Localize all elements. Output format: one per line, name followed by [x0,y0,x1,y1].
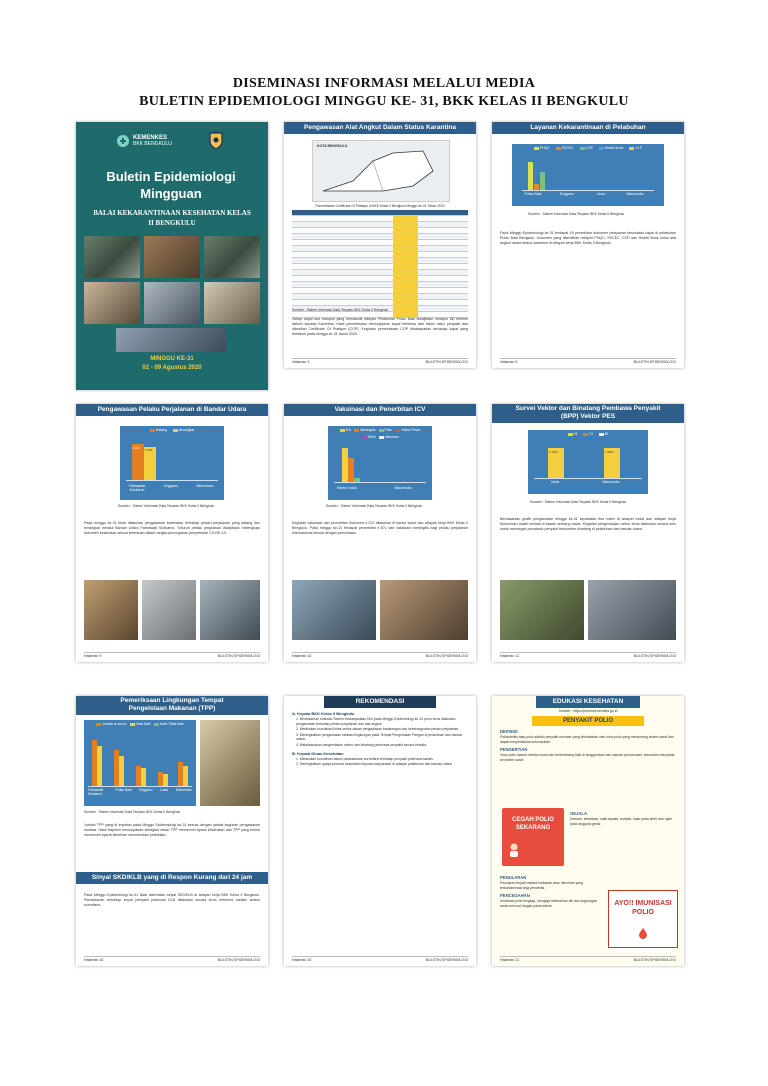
poster-text: CEGAH POLIO SEKARANG [511,817,554,831]
source-note: Sumber : Sistem Informasi Data Terpadu BKK Kelas II Bengkulu [84,810,181,814]
section-body: Penularan terjadi melalui makanan atau minuman yang terkontaminasi tinja penderita. [500,881,583,890]
category-label: Linau [596,192,606,196]
page-footer [500,358,676,364]
footer-label: BULETIN EPIDEMIOLOGI [217,958,260,962]
value-label: 1,00% [605,450,614,454]
vaccine-drop-icon [638,927,648,939]
activity-photo-1 [84,580,138,640]
cover-dates: 02 - 09 Agustus 2020 [142,365,202,371]
category-label: Enggano [559,192,574,196]
cover-org: BALAI KEKARANTINAAN KESEHATAN KELAS II BENGKULU [93,209,251,227]
page-footer [292,358,468,364]
activity-photo-2 [380,580,468,640]
cover-photo-1 [84,236,140,278]
category-label: Enggano [163,484,178,488]
travelers-chart [120,426,224,500]
page-number: Halaman 10 [292,654,312,658]
footer-label: BULETIN EPIDEMIOLOGI [425,654,468,658]
vaccination-chart [328,426,432,500]
page-pelaku-perjalanan [76,404,268,662]
legend-item: CI [583,432,592,436]
legend-item: Health Book [599,146,623,150]
section-head: DEFINISI [500,729,518,734]
logo-subtext: BKK BENGKULU [133,141,172,147]
poster-text: AYO!! IMUNISASI POLIO [614,900,672,916]
page-title: Survei Vektor dan Binatang Pembawa Penyakit (BPP) Vektor PES [492,404,684,423]
cover-page [76,122,268,390]
page-title: Pengawasan Pelaku Perjalanan di Bandar Udara [76,404,268,416]
section-head: GEJALA [570,811,587,816]
chart-legend [512,146,664,150]
page-footer [84,956,260,962]
bar [528,162,533,190]
footer-label: BULETIN EPIDEMIOLOGI [425,958,468,962]
list-item: 3. Meningkatkan pengawasan sanitasi lingkungan pada Tempat Pengelolaan Pangan di pelabuhan dan bandar udara. [296,732,463,742]
category-label: Kantor Induk [337,486,357,490]
page-number: Halaman 21 [500,958,520,962]
cop-table [292,210,468,318]
category-label: Linau [160,788,169,792]
footer-label: BULETIN EPIDEMIOLOGI [425,360,468,364]
activity-photo-1 [292,580,376,640]
legend-item: ICV [340,428,352,432]
legend-item: Influenza [379,435,399,439]
plot-area [534,442,642,479]
category-label: Enggano [139,788,153,792]
main-title-line-2: BULETIN EPIDEMIOLOGI MINGGU KE- 31, BKK KELAS II BENGKULU [139,94,629,109]
category-labels [88,788,192,796]
table-caption: Pemeriksaan Certificate Of Pratique di BKK Kelas II Bengkulu Minggu ke-31 Tahun 2020 [315,204,445,208]
legend-item: CLP [629,146,642,150]
recommendation-group-b: B. Kepala Dinas Kesehatan [292,750,344,756]
page-edukasi [492,696,684,966]
value-label: 1.201 [132,446,140,450]
cover-title: Buletin Epidemiologi Mingguan [106,169,236,201]
page-number: Halaman 11 [500,654,520,658]
bar [141,768,146,786]
activity-photo-1 [500,580,584,640]
section-body: Imunisasi polio lengkap, menjaga kebersihan diri dan lingkungan serta mencuci tangan pakai sabun. [500,899,598,908]
page-number: Halaman 9 [84,654,102,658]
source-note: Sumber : Sistem Informasi Data Terpadu BKK Kelas II Bengkulu [530,500,627,504]
legend-item: Polio [379,428,393,432]
page-survei-vektor [492,404,684,662]
footer-label: BULETIN EPIDEMIOLOGI [633,958,676,962]
legend-item: COP [580,146,593,150]
page-title: REKOMENDASI [324,696,436,708]
legend-item: SSCEC [556,146,574,150]
source-note: Sumber : Sistem Informasi Data Terpadu BKK Kelas II Bengkulu [292,308,389,312]
child-icon [506,842,522,858]
legend-item: Jumlah di survei [96,722,127,726]
tpp-chart [84,720,196,806]
section-body: Virus polio masuk melalui mulut dan berkembang biak di tenggorokan dan saluran pencernaan, kemudian menyebar ke sistem saraf. [500,753,675,762]
page-footer [84,652,260,658]
category-label: Pulau Baai [115,788,132,792]
bar [540,172,545,190]
body-text: Berdasarkan grafik pengamatan minggu ke-31 kepadatan flea index di wilayah Induk dan wilayah kerja Mukomuko masih berada di bawah ambang batas. Kegiatan pengendalian vektor terus dilakukan secara rutin untuk mencegah penularan penyakit bersumber binatang di pelabuhan dan bandar udara. [500,517,676,531]
bar [183,766,188,786]
chart-legend [328,428,432,439]
polio-poster-2 [608,890,678,948]
cover-week: MINGGU KE-31 [150,356,194,362]
legend-item: Meningitis [354,428,375,432]
page-subtitle: Sumber : https://promkes.kemkes.go.id [558,709,618,713]
activity-photo-2 [142,580,196,640]
value-label: 1,76% [549,450,558,454]
cover-photo-3 [204,236,260,278]
page-footer [500,956,676,962]
plot-area [334,444,426,483]
plot-area [88,732,192,787]
legend-item: PHQC [534,146,550,150]
page-footer [292,652,468,658]
source-note: Sumber : Sistem Informasi Data Terpadu BKK Kelas II Bengkulu [326,504,423,508]
legend-item: BI [599,432,608,436]
section-head: PENGERTIAN [500,747,528,753]
legend-item: Tifoid [362,435,376,439]
page-footer [500,652,676,658]
list-item: 1. Berdasarkan evaluasi Sistem Kewaspadaan Dini pada Minggu Epidemiologi ke-31 perlu terus dilakukan pengawasan terhadap pelaku perjalanan dan alat angkut. [296,717,456,726]
bar [119,756,124,786]
footer-label: BULETIN EPIDEMIOLOGI [217,654,260,658]
page-title: EDUKASI KESEHATAN [536,696,640,708]
list-item: 1. Melakukan koordinasi dalam pelaksanaan surveilans terhadap penyakit potensial wabah. [296,756,434,761]
list-item: 2. Melakukan koordinasi lintas sektor dalam pengawasan kedatangan dan keberangkatan pelaku perjalanan. [296,727,460,732]
category-label: Mukomuko [175,788,192,792]
body-text: Pada Minggu Epidemiologi ke-31 terdapat 18 penerbitan dokumen pelayanan kesehatan kapal di pelabuhan Pulau Baai Bengkulu. Dokumen yang diterbitkan meliputi PHQC, SSCEC, COP dan Health Book untuk alat angkut dalam status karantina di wilayah kerja BKK Kelas II Bengkulu. [500,231,676,245]
section-text: Pada Minggu Epidemiologi ke-31 tidak ditemukan sinyal SKD/KLB di wilayah kerja BKK Kelas II Bengkulu. Pemantauan terhadap sinyal penyakit potensial KLB dilakukan secara terus menerus melalui sistem surveilans. [84,893,260,907]
chart-legend [84,722,196,726]
legend-item: HI [568,432,577,436]
legend-item: Berangkat [173,428,194,432]
section-head: PENULARAN [500,875,527,880]
cover-photo-6 [204,282,260,324]
legend-item: Hasil Baik [130,722,151,726]
page-tpp [76,696,268,966]
category-label: Mukomuko [626,192,644,196]
map-shape [313,141,449,201]
bar [534,184,539,190]
bar [97,746,102,786]
page-number: Halaman 3 [292,360,310,364]
page-alat-angkut [284,122,476,368]
activity-photo-3 [200,580,260,640]
activity-photo-2 [588,580,676,640]
section-body: Poliomielitis atau polio adalah penyakit menular yang disebabkan oleh virus polio yang menyerang sistem saraf dan dapat menyebabkan kelumpuhan. [500,735,674,744]
legend-item: Yellow Fever [395,428,420,432]
list-item: 2. Meningkatkan upaya promosi kesehatan kepada masyarakat di wilayah pelabuhan dan bandar udara. [296,762,453,767]
vector-chart [528,430,648,494]
section-head: PENCEGAHAN [500,893,530,899]
legend-item: Datang [150,428,167,432]
section-title: Sinyal SKD/KLB yang di Respon Kurang dari 24 jam [76,872,268,884]
kemenkes-logo [116,134,172,148]
body-text: Setiap kapal laut maupun yang memasuki wilayah Pelabuhan Pulau Baai diwajibkan melapor diri terlebih dahulu kepada Karantina. Hasil pemeriksaan menunjukkan kapal terbebas dari faktor risiko penyakit dan diberikan Certificate Of Pratique (COP). Kegiatan pemeriksaan COP dilaksanakan terhadap kapal yang berlabuh pada minggu ke-31 tahun 2020. [292,317,468,336]
chart-legend [120,428,224,432]
list-item: 4. Melaksanakan pengendalian vektor dan binatang pembawa penyakit secara berkala. [296,742,428,747]
category-label: Mukomuko [196,484,214,488]
source-note: Sumber : Sistem Informasi Data Terpadu BKK Kelas II Bengkulu [528,212,625,216]
category-label: Fatmawati Soekarno [128,484,146,492]
value-label: 1.096 [145,448,153,452]
page-layanan [492,122,684,368]
plot-area [522,158,654,191]
footer-label: BULETIN EPIDEMIOLOGI [633,654,676,658]
cover-photo-2 [144,236,200,278]
body-text: Jumlah TPP yang di inspeksi pada Minggu Epidemiologi ke-31 sesuai dengan jadwal kegiatan pengawasan sanitasi. Hasil inspeksi menunjukkan sebagian besar TPP memenuhi syarat kesehatan dan TPP yang belum memenuhi syarat diberikan rekomendasi perbaikan. [84,823,260,837]
source-note: Sumber : Sistem Informasi Data Terpadu BKK Kelas II Bengkulu [118,504,215,508]
cover-photo-5 [144,282,200,324]
kemenkes-logo-icon [116,134,130,148]
category-label: Mukomuko [394,486,412,490]
page-footer [292,956,468,962]
body-text: Pada minggu ke-31 telah dilakukan pengawasan kesehatan terhadap pelaku perjalanan yang datang dan berangkat melalui Bandar Udara Fatmawati Soekarno. Seluruh pelaku perjalanan diwajibkan melengkapi dokumen kesehatan sesuai ketentuan dalam rangka pencegahan penyebaran COVID-19. [84,521,260,535]
bar [163,774,168,786]
logo-text: KEMENKES [133,135,168,141]
body-text: Kegiatan vaksinasi dan penerbitan dokumen e-ICV dilakukan di kantor induk dan wilayah kerja BKK Kelas II Bengkulu. Pada minggu ke-31 terdapat penerbitan e-ICV dan vaksinasi meningitis bagi pelaku perjalanan internasional sesuai dengan permintaan. [292,521,468,535]
footer-label: BULETIN EPIDEMIOLOGI [633,360,676,364]
category-label: Mukomuko [602,480,620,484]
main-title-line-1: DISEMINASI INFORMASI MELALUI MEDIA [232,76,536,91]
bar [354,478,360,482]
bkk-emblem-icon [208,132,224,150]
topic-title: PENYAKIT POLIO [532,716,644,726]
cover-photo-4 [84,282,140,324]
map-label: KOTA BENGKULU [317,144,348,148]
cover-photo-7 [116,328,226,352]
category-label: Fatmawati Soekarno [88,788,104,796]
recommendation-group-a: A. Kepala BKK Kelas II Bengkulu [292,711,355,716]
page-title: Pengawasan Alat Angkut Dalam Status Karantina [284,122,476,134]
services-chart [512,144,664,206]
page-rekomendasi [284,696,476,966]
page-title: Pemeriksaan Lingkungan Tempat Pengelolaan Makanan (TPP) [76,696,268,715]
legend-item: Hasil Tidak Baik [154,722,184,726]
section-body: Demam, kelelahan, sakit kepala, muntah, kaku pada leher dan nyeri pada anggota gerak. [570,817,673,826]
plot-area [126,438,218,481]
polio-poster-1 [502,808,564,866]
category-label: Pulau Baai [524,192,542,196]
page-title: Vaksinasi dan Penerbitan ICV [284,404,476,416]
page-title: Layanan Kekarantinaan di Pelabuhan [492,122,684,134]
page-number: Halaman 15 [84,958,104,962]
category-label: Induk [550,480,560,484]
map [312,140,450,202]
activity-photo-1 [200,720,260,806]
page-number: Halaman 6 [500,360,518,364]
chart-legend [528,432,648,436]
page-number: Halaman 20 [292,958,312,962]
page-vaksinasi [284,404,476,662]
